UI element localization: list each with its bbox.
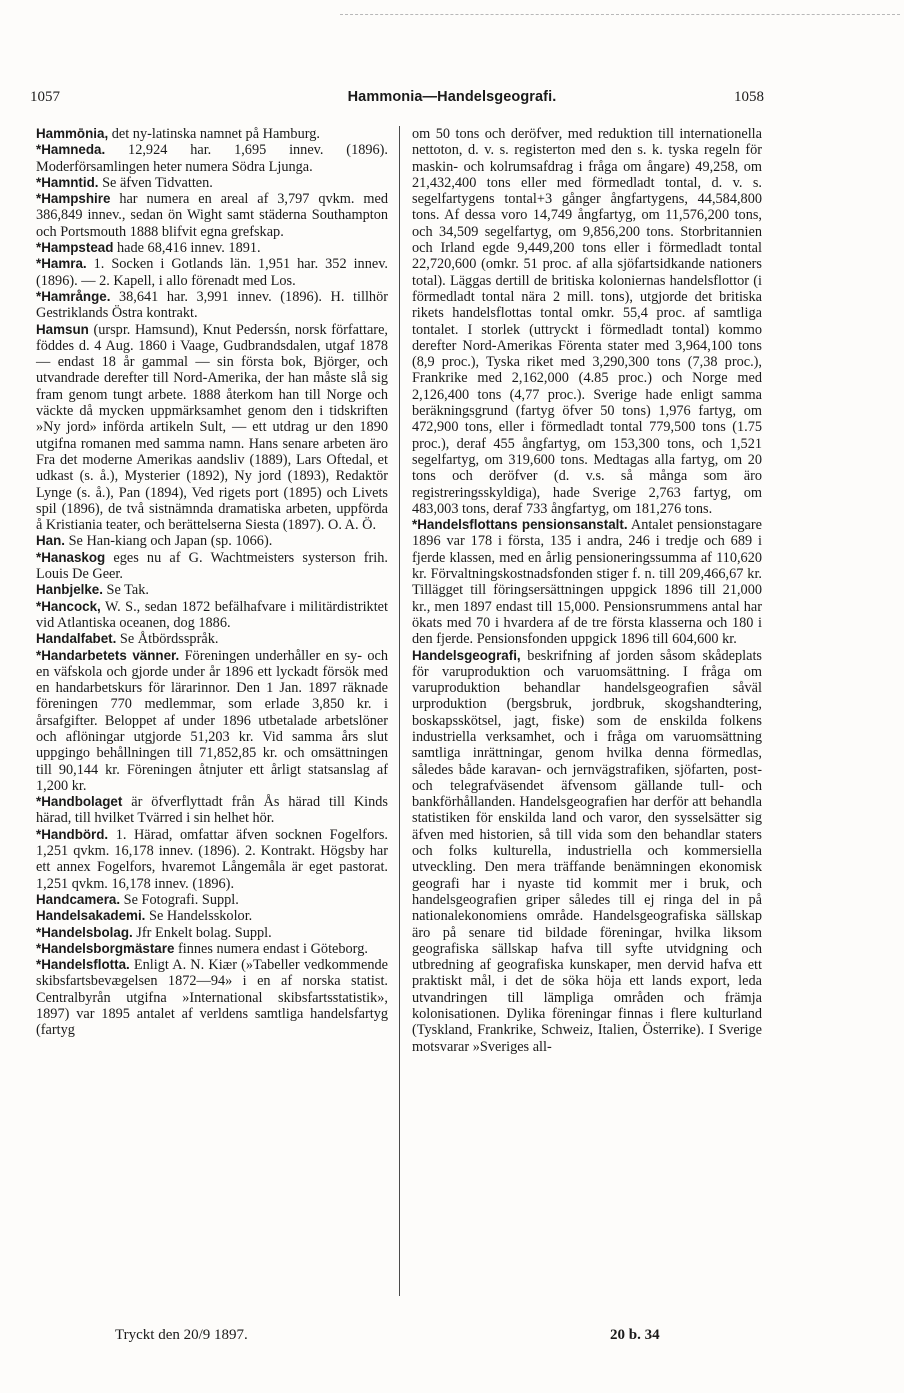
entry-text: eges nu af G. Wachtmeisters systerson frih. Louis De Geer.: [36, 549, 388, 583]
entry-headword: Hanbjelke.: [36, 582, 103, 598]
entry-text: Föreningen underhåller en sy- och en väfskola och gjorde under år 1896 ett lyckadt försök med en handarbetskurs för lärarinnor. Den 1 Jan. 1897 räknade föreningen 770 medlemmar, som erlade 3,850 kr. i årsafgifter. Beloppet af under 1896 utbetalade arbetslöner och aflöningar utgjorde 51,203 kr. Vid samma års slut uppgingo behållningen till 71,852,85 kr. och omsättningen till 90,144 kr. Föreningen åtnjuter ett årligt statsanslag af 1,200 kr.: [36, 647, 388, 794]
dictionary-entry: [36, 908, 388, 924]
entry-text: Se Fotografi. Suppl.: [120, 891, 239, 908]
entry-text: om 50 tons och deröfver, med reduktion till internationella nettoton, d. v. s. registerton med den s. k. tyska regeln för maskin- och kolrumsafdrag i fråga om ångare) 49,258, om 21,432,400 tons eller med förmedladt tontal, d. v. s. segelfartygens tontal+3 gånger ångfartygens, 44,584,800 tons. Af dessa voro 14,749 ångfartyg, om 11,576,200 tons, och 34,509 segelfartyg, om 9,856,200 tons. Storbritannien och Irland egde 9,449,200 tons eller i förmedladt tontal 22,720,600 (omkr. 51 proc. af alla sjöfartsidkande nationers total). Läggas dertill de britiska koloniernas handelsflottor (i förmedladt tontal nära 2 mill. tons), utgjorde det britiska rikets handelsflottas tontal omkr. 55,4 proc. af samtliga tontalet. I storlek (uttryckt i förmedladt tontal) kommo derefter Nord-Amerikas Förenta stater med 3,964,100 tons (8,9 proc.), Tyska riket med 3,290,300 tons (7,38 proc.), Frankrike med 2,162,000 (4.85 proc.) och Norge med 2,126,400 tons (4,77 proc.). Sverige hade enligt samma beräkningsgrund (fartyg öfver 50 tons) 1,976 fartyg, om 472,900 tons, eller i förmedladt tontal 779,500 tons (1.75 proc.), deraf 455 ångfartyg, om 153,300 tons, och 1,521 segelfartyg, om 319,600 tons. Medtagas alla fartyg, om 20 tons och deröfver (d. v.s. så många som äro registreringsskyldiga), hade Sverige 2,763 fartyg, om 483,003 tons, deraf 733 ångfartyg, om 181,276 tons.: [412, 126, 762, 517]
entry-headword: Handelsakademi.: [36, 908, 146, 924]
entry-text: Se Han-kiang och Japan (sp. 1066).: [65, 533, 273, 550]
entry-headword: *Hancock,: [36, 598, 101, 614]
dictionary-entry: [36, 126, 388, 142]
right-column: [412, 126, 762, 1055]
entry-headword: Han.: [36, 533, 66, 549]
dictionary-entry: [36, 240, 388, 256]
entry-headword: *Hampshire: [36, 191, 111, 207]
entry-text: det ny-latinska namnet på Hamburg.: [108, 126, 320, 142]
entry-headword: *Hanaskog: [36, 549, 106, 565]
entry-headword: *Handarbetets vänner.: [36, 647, 180, 663]
dictionary-entry: [36, 191, 388, 240]
entry-headword: *Handelsbolag.: [36, 924, 133, 940]
page-number-left: 1057: [30, 89, 60, 105]
entry-text: Enligt A. N. Kiær (»Tabeller vedkommende skibsfartsbevægelsen 1872—94» i en af norska statist. Centralbyrån utgifna »International skibsfartsstatistik», 1897) var 1895 antalet af verldens samtliga handelsfartyg (fartyg: [36, 957, 388, 1039]
dictionary-entry: [36, 925, 388, 941]
dictionary-entry: [36, 827, 388, 892]
entry-headword: *Handelsflottans pensionsanstalt.: [412, 517, 628, 533]
entry-text: Jfr Enkelt bolag. Suppl.: [132, 924, 272, 941]
dictionary-entry: [36, 582, 388, 598]
entry-text: beskrifning af jorden såsom skådeplats för varuproduktion och varuomsättning. I fråga om varuproduktion behandlar handelsgeografien såväl urproduktion (bergsbruk, jordbruk, skogshandtering, boskapsskötsel, jagt, fiske) som de enskilda folkens industriella verksamhet, och i fråga om varuomsättning samtliga inrättningar, genom hvilka denna förmedlas, således både karavan- och jernvägstrafiken, sjöfarten, post- och telegrafväsendet äfvensom gällande tull- och bankförhållanden. Handelsgeografien har derför att behandla statistiken för enskilda land och varor, den sysselsätter sig äfven med historien, så till vida som den behandlar staters och folks kulturella, industriella och kommersiella utveckling. Den mera träffande benämningen ekonomisk geografi har i nyaste tid kommit mer i bruk, och handelsgeografien griper således till ej ringa del in på nationalekonomiens område. Handelsgeografiska sällskap äro på senare tid bildade föreningar, hvilka liksom geografiska sällskap hafva till syfte utvidgning och utbredning af geografiska kunskaper, men dervid hafva ett praktiskt mål, i det de söka höja ett lands export, leda utvandringen till lämpliga områden och främja kolonisationen. Dylika föreningar finnas i flere kulturland (Tyskland, Frankrike, Schweiz, Italien, Österrike). I Sverige motsvarar »Sveriges all-: [412, 647, 762, 1055]
dictionary-entry: [36, 289, 388, 322]
print-date: Tryckt den 20/9 1897.: [115, 1327, 248, 1343]
entry-headword: Handcamera.: [36, 891, 121, 907]
dictionary-entry: [36, 533, 388, 549]
entry-headword: *Handbörd.: [36, 826, 109, 842]
entry-headword: Hamsun: [36, 321, 89, 337]
entry-headword: Handalfabet.: [36, 631, 117, 647]
entry-text: Se Tak.: [102, 582, 149, 599]
entry-headword: *Hamntid.: [36, 174, 99, 190]
entry-text: 38,641 har. 3,991 innev. (1896). H. tillhör Gestriklands Östra kontrakt.: [36, 288, 388, 322]
page-footer: [0, 1327, 904, 1351]
entry-headword: *Hamra.: [36, 256, 87, 272]
entry-headword: *Hamrånge.: [36, 288, 111, 304]
entry-headword: *Hampstead: [36, 240, 114, 256]
left-column: [36, 126, 388, 1039]
entry-text: W. S., sedan 1872 befälhafvare i militärdistriktet vid Atlantiska oceanen, dog 1886.: [36, 598, 388, 631]
dictionary-entry: [36, 892, 388, 908]
signature-mark: 20 b. 34: [610, 1327, 660, 1343]
page-number-right: 1058: [734, 89, 764, 105]
dictionary-entry: [36, 599, 388, 632]
entry-text: 1. Härad, omfattar äfven socknen Fogelfors. 1,251 qvkm. 16,178 innev. (1896). 2. Kontrakt. Högsby har ett annex Fogelfors, hvaremot Långemåla är eget pastorat. 1,251 qvkm. 16,178 innev. (1896).: [36, 826, 388, 892]
dictionary-entry: [36, 794, 388, 827]
entry-text: Se Åtbördsspråk.: [116, 631, 219, 648]
dictionary-entry: [36, 941, 388, 957]
entry-headword: Hammōnia,: [36, 126, 109, 141]
dictionary-entry: [36, 957, 388, 1038]
dictionary-entry: [36, 142, 388, 175]
dictionary-entry: [36, 322, 388, 534]
dictionary-entry: [412, 648, 762, 1055]
dictionary-entry: [36, 256, 388, 289]
entry-headword: *Hamneda.: [36, 142, 106, 158]
entry-text: finnes numera endast i Göteborg.: [174, 940, 368, 957]
dictionary-entry: [36, 631, 388, 647]
entry-text: 1. Socken i Gotlands län. 1,951 har. 352 innev. (1896). — 2. Kapell, i allo förenadt med Los.: [36, 256, 388, 289]
entry-text: Se Handelsskolor.: [145, 908, 253, 925]
column-divider: [399, 126, 400, 1296]
entry-text: är öfverflyttadt från Ås härad till Kinds härad, till hvilket Tvärred i sin helhet hör.: [36, 794, 388, 827]
dictionary-entry: [412, 517, 762, 647]
dictionary-entry: [36, 550, 388, 583]
dictionary-entry: [412, 126, 762, 517]
dictionary-entry: [36, 648, 388, 795]
running-head: Hammonia—Handelsgeografi.: [347, 89, 557, 105]
entry-headword: *Handelsborgmästare: [36, 940, 175, 956]
entry-text: hade 68,416 innev. 1891.: [113, 240, 261, 257]
dictionary-entry: [36, 175, 388, 191]
page-header: [0, 89, 904, 111]
entry-headword: *Handbolaget: [36, 794, 123, 810]
entry-text: 12,924 har. 1,695 innev. (1896). Moderförsamlingen heter numera Södra Ljunga.: [36, 142, 388, 175]
entry-headword: Handelsgeografi,: [412, 647, 521, 663]
top-rule: [340, 14, 900, 15]
entry-text: Antalet pensionstagare 1896 var 178 i första, 135 i andra, 246 i tredje och 689 i fjerde klassen, med en årlig pensioneringssumma af 110,620 kr. Förvaltningskostnadsfonden stiger f. n. till 209,466,67 kr. Tillägget till föringsersättningen uppgick 1896 till 21,000 kr., men 1897 endast till 15,000. Pensionsrummens antal har ökats med 70 i hvardera af de tre första klasserna och 180 i den fjerde. Pensionsfonden uppgick 1896 till 604,600 kr.: [412, 517, 762, 648]
entry-text: har numera en areal af 3,797 qvkm. med 386,849 innev., sedan ön Wight samt städerna Southampton och Portsmouth 1888 blifvit egna grefskap.: [36, 191, 388, 240]
entry-text: (urspr. Hamsund), Knut Pedersśn, norsk författare, föddes d. 4 Aug. 1860 i Vaage, Gudbrandsdalen, utgaf 1878 — endast 18 år gammal — sin första bok, Björger, och utvandrade derefter till Nord-Amerika, der han måste slå sig fram genom tungt arbete. 1888 återkom han till Norge och väckte då mycken uppmärksamhet genom den i tidskriften »Ny jord» införda artikeln Sult, — ett utdrag ur den 1890 utgifna romanen med samma namn. Hans senare arbeten äro Fra det moderne Amerikas aandsliv (1889), Lars Oftedal, et udkast (s. å.), Mysterier (1892), Ny jord (1893), Redaktör Lynge (s. å.), Pan (1894), Ved rigets port (1895) och Livets spil (1896), de två sistnämnda dramatiska arbeten, uppförda å Kristiania teater, och berättelserna Siesta (1897). O. A. Ö.: [36, 321, 388, 534]
entry-text: Se äfven Tidvatten.: [98, 174, 213, 191]
entry-headword: *Handelsflotta.: [36, 957, 130, 973]
